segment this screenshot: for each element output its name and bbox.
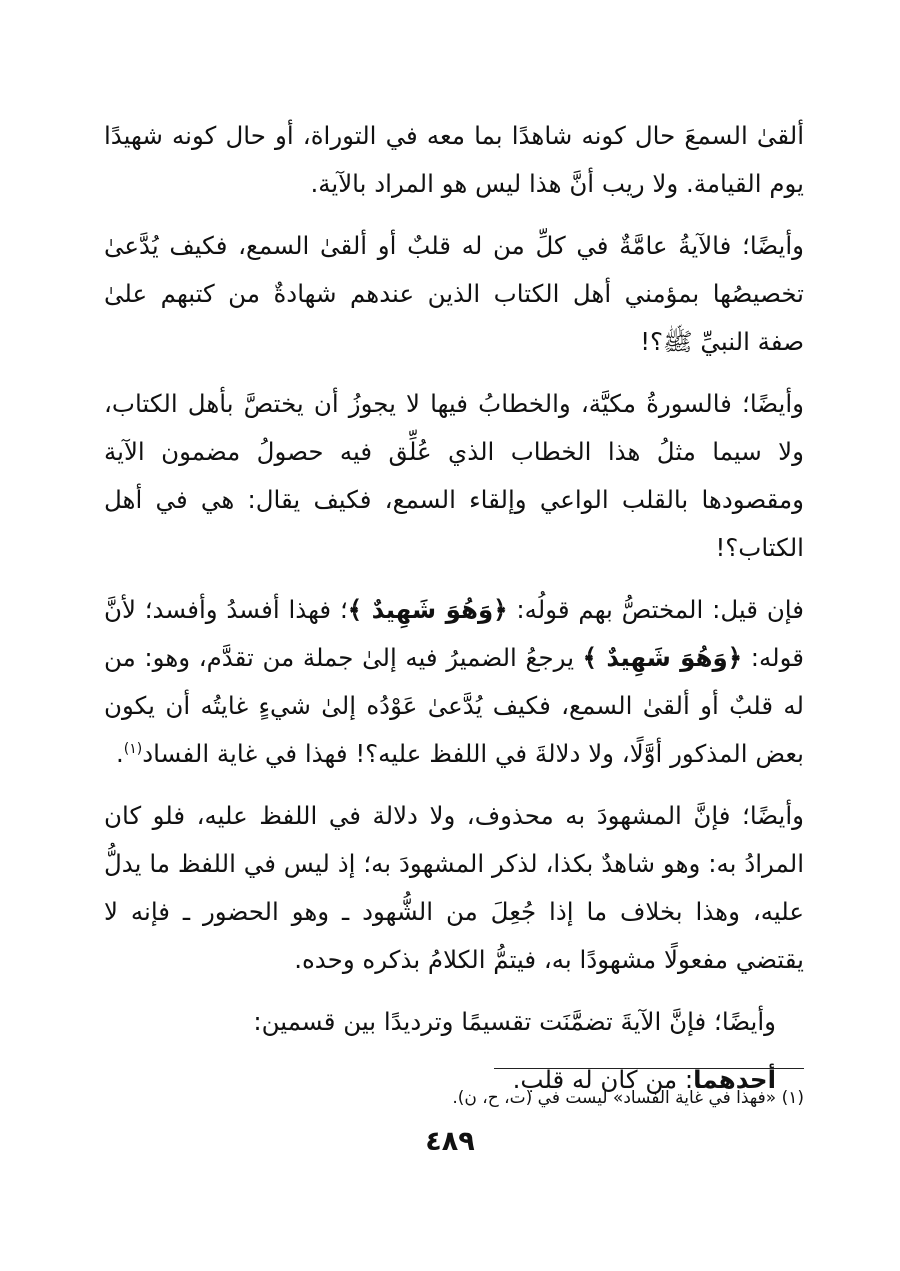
paragraph-2: وأيضًا؛ فالآيةُ عامَّةٌ في كلِّ من له قلبٌ أو ألقىٰ السمع، فكيف يُدَّعىٰ تخصيصُها بمؤمني أهل الكتاب الذين عندهم شهادةٌ من كتبهم علىٰ صفة النبيِّ ﷺ؟! bbox=[104, 231, 804, 356]
paragraph-4-text-a: فإن قيل: المختصُّ بهم قولُه: bbox=[507, 595, 804, 624]
paragraph-6: وأيضًا؛ فإنَّ الآيةَ تضمَّنَت تقسيمًا وترديدًا بين قسمين: bbox=[253, 1007, 776, 1036]
footnote-text: «فهذا في غاية الفساد» ليست في (ت، ح، ن). bbox=[452, 1088, 777, 1108]
paragraph-4-text-b: ؛ فهذا أفسدُ وأفسد؛ لأنَّ قوله: bbox=[104, 595, 804, 672]
paragraph-4-text-c: يرجعُ الضميرُ فيه إلىٰ جملة من تقدَّم، وهو: من له قلبٌ أو ألقىٰ السمع، فكيف يُدَّعىٰ عَوْدُه إلىٰ شيءٍ غايتُه أن يكون بعض المذكور أوَّلًا، ولا دلالةَ في اللفظ عليه؟! فهذا في غاية الفساد bbox=[104, 643, 804, 768]
footnote-divider bbox=[494, 1068, 804, 1069]
footnote bbox=[104, 1084, 804, 1112]
page-number: ٤٨٩ bbox=[425, 1126, 475, 1157]
quran-quote-1: ﴿وَهُوَ شَهِيدٌ ﴾ bbox=[347, 595, 508, 624]
paragraph-7-label: أحدهما bbox=[693, 1065, 776, 1094]
paragraph-4 bbox=[104, 586, 804, 778]
paragraph-4-text-d: . bbox=[115, 739, 124, 768]
footnote-number: (١) bbox=[781, 1088, 804, 1108]
paragraph-7-text: : من كان له قلب. bbox=[512, 1065, 694, 1094]
footnote-reference[interactable]: (١) bbox=[123, 740, 143, 757]
quran-quote-2: ﴿وَهُوَ شَهِيدٌ ﴾ bbox=[582, 643, 743, 672]
paragraph-1: ألقىٰ السمعَ حال كونه شاهدًا بما معه في التوراة، أو حال كونه شهيدًا يوم القيامة. ولا ريب أنَّ هذا ليس هو المراد بالآية. bbox=[104, 121, 804, 198]
paragraph-5: وأيضًا؛ فإنَّ المشهودَ به محذوف، ولا دلالة في اللفظ عليه، فلو كان المرادُ به: وهو شاهدٌ بكذا، لذكر المشهودَ به؛ إذ ليس في اللفظ ما يدلُّ عليه، وهذا بخلاف ما إذا جُعِلَ من الشُّهود ـ وهو الحضور ـ فإنه لا يقتضي مفعولًا مشهودًا به، فيتمُّ الكلامُ بذكره وحده. bbox=[104, 801, 804, 974]
paragraph-3: وأيضًا؛ فالسورةُ مكيَّة، والخطابُ فيها لا يجوزُ أن يختصَّ بأهل الكتاب، ولا سيما مثلُ هذا الخطاب الذي عُلِّق فيه حصولُ مضمون الآية ومقصودها بالقلب الواعي وإلقاء السمع، فكيف يقال: هي في أهل الكتاب؟! bbox=[104, 389, 804, 562]
page-body bbox=[104, 112, 804, 1114]
